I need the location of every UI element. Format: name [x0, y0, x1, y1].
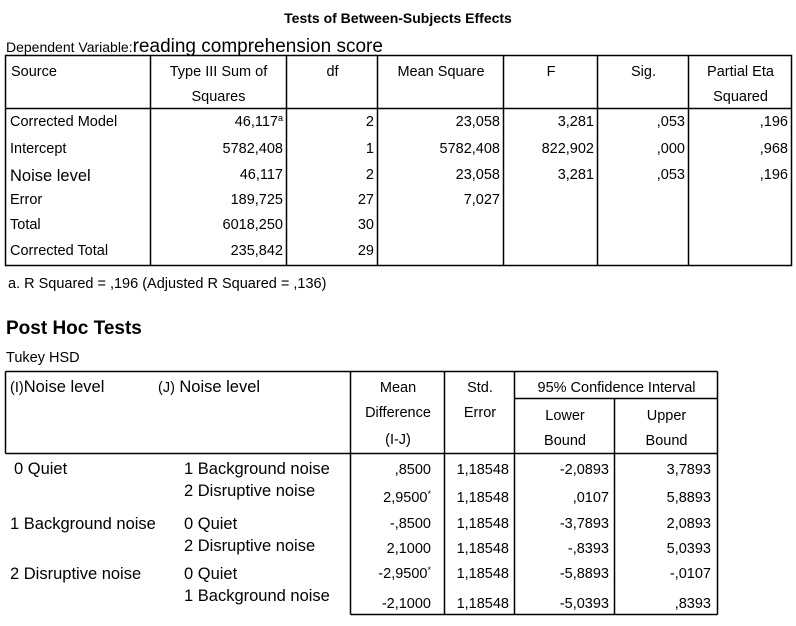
table-row — [6, 192, 792, 217]
anova-footnote: a. R Squared = ,196 (Adjusted R Squared = ,136) — [8, 276, 327, 292]
sig-cell: ,000 — [656, 141, 685, 157]
mean-difference: -,8500 — [389, 516, 431, 532]
df-cell: 27 — [357, 192, 374, 208]
row-j-label: 2 Disruptive noise — [184, 482, 316, 500]
source-cell: Corrected Model — [10, 114, 118, 130]
table-row — [6, 167, 792, 192]
posthoc-heading: Post Hoc Tests — [6, 318, 142, 339]
row-j-label: 2 Disruptive noise — [184, 537, 316, 555]
ss-cell: 5782,408 — [222, 141, 283, 157]
header-md-line3: (I-J) — [385, 432, 411, 448]
mean-difference: -2,1000 — [381, 596, 431, 612]
table-row — [6, 217, 792, 243]
header-confidence-interval: 95% Confidence Interval — [537, 380, 696, 396]
df-cell: 29 — [357, 243, 374, 259]
ss-cell: 46,117 — [239, 167, 283, 183]
eta-cell: ,196 — [759, 114, 788, 130]
ss-cell: 235,842 — [230, 243, 283, 259]
header-lower-line2: Bound — [544, 433, 586, 449]
f-cell: 3,281 — [557, 114, 594, 130]
header-eta-line1: Partial Eta — [707, 64, 774, 80]
upper-bound: 5,8893 — [666, 490, 711, 506]
upper-bound: 3,7893 — [666, 462, 711, 478]
anova-table — [6, 114, 792, 267]
lower-bound: -3,7893 — [559, 516, 609, 532]
lower-bound: -,8393 — [567, 541, 609, 557]
upper-bound: ,8393 — [674, 596, 711, 612]
upper-bound: 2,0893 — [666, 516, 711, 532]
std-error: 1,18548 — [456, 516, 509, 532]
header-se-line2: Error — [463, 405, 497, 421]
lower-bound: -2,0893 — [559, 462, 609, 478]
std-error: 1,18548 — [456, 541, 509, 557]
source-cell: Corrected Total — [10, 243, 109, 259]
header-j-noise-level: (J) Noise level — [158, 378, 261, 396]
mean-difference: 2,1000 — [386, 541, 431, 557]
table-row — [6, 243, 792, 267]
ss-cell: 6018,250 — [222, 217, 283, 233]
ms-cell: 7,027 — [463, 192, 500, 208]
lower-bound: -5,0393 — [559, 596, 609, 612]
dependent-variable-label: Dependent Variable: — [6, 39, 133, 55]
header-se-line1: Std. — [467, 380, 493, 396]
lower-bound: -5,8893 — [559, 566, 609, 582]
header-lower-line1: Lower — [545, 408, 585, 424]
posthoc-method: Tukey HSD — [6, 350, 80, 366]
ms-cell: 23,058 — [455, 114, 500, 130]
std-error: 1,18548 — [456, 490, 509, 506]
header-eta-line2: Squared — [713, 89, 768, 105]
header-ss-line1: Type III Sum of — [169, 64, 268, 80]
ss-cell: 189,725 — [230, 192, 283, 208]
source-cell: Total — [10, 217, 41, 233]
mean-difference: -2,9500* — [378, 565, 431, 582]
footnote-marker: a — [277, 113, 283, 123]
header-sig: Sig. — [631, 64, 656, 80]
header-md-line2: Difference — [365, 405, 431, 421]
row-j-label: 0 Quiet — [184, 565, 238, 583]
df-cell: 2 — [365, 114, 374, 130]
source-cell: Error — [10, 192, 43, 208]
sig-cell: ,053 — [656, 114, 685, 130]
df-cell: 1 — [365, 141, 374, 157]
f-cell: 822,902 — [541, 141, 594, 157]
source-cell: Noise level — [10, 167, 91, 185]
std-error: 1,18548 — [456, 566, 509, 582]
ms-cell: 23,058 — [455, 167, 500, 183]
ss-cell: 46,117$^a$ — [234, 113, 283, 130]
mean-difference: 2,9500* — [383, 489, 431, 506]
header-source: Source — [11, 64, 57, 80]
header-md-line1: Mean — [379, 380, 417, 396]
table-row — [6, 114, 792, 141]
f-cell: 3,281 — [557, 167, 594, 183]
eta-cell: ,196 — [759, 167, 788, 183]
header-upper-line2: Bound — [645, 433, 688, 449]
df-cell: 30 — [357, 217, 374, 233]
header-ss-line2: Squares — [191, 89, 246, 105]
group-i-label: 0 Quiet — [14, 460, 68, 478]
group-i-label: 1 Background noise — [10, 515, 156, 533]
std-error: 1,18548 — [456, 596, 509, 612]
header-i-noise-level: (I)Noise level — [10, 378, 105, 396]
df-cell: 2 — [365, 167, 374, 183]
ms-cell: 5782,408 — [439, 141, 500, 157]
upper-bound: -,0107 — [669, 566, 711, 582]
table-row — [6, 141, 792, 167]
dependent-variable-value: reading comprehension score — [132, 36, 383, 57]
upper-bound: 5,0393 — [666, 541, 711, 557]
anova-title: Tests of Between-Subjects Effects — [284, 10, 512, 26]
row-j-label: 1 Background noise — [184, 587, 330, 605]
header-df: df — [326, 64, 339, 80]
lower-bound: ,0107 — [572, 490, 609, 506]
sig-cell: ,053 — [656, 167, 685, 183]
row-j-label: 0 Quiet — [184, 515, 238, 533]
header-upper-line1: Upper — [646, 408, 687, 424]
mean-difference: ,8500 — [394, 462, 431, 478]
group-i-label: 2 Disruptive noise — [10, 565, 142, 583]
std-error: 1,18548 — [456, 462, 509, 478]
row-j-label: 1 Background noise — [184, 460, 330, 478]
source-cell: Intercept — [10, 141, 67, 157]
header-mean-square: Mean Square — [397, 64, 485, 80]
eta-cell: ,968 — [759, 141, 788, 157]
header-f: F — [546, 64, 556, 80]
